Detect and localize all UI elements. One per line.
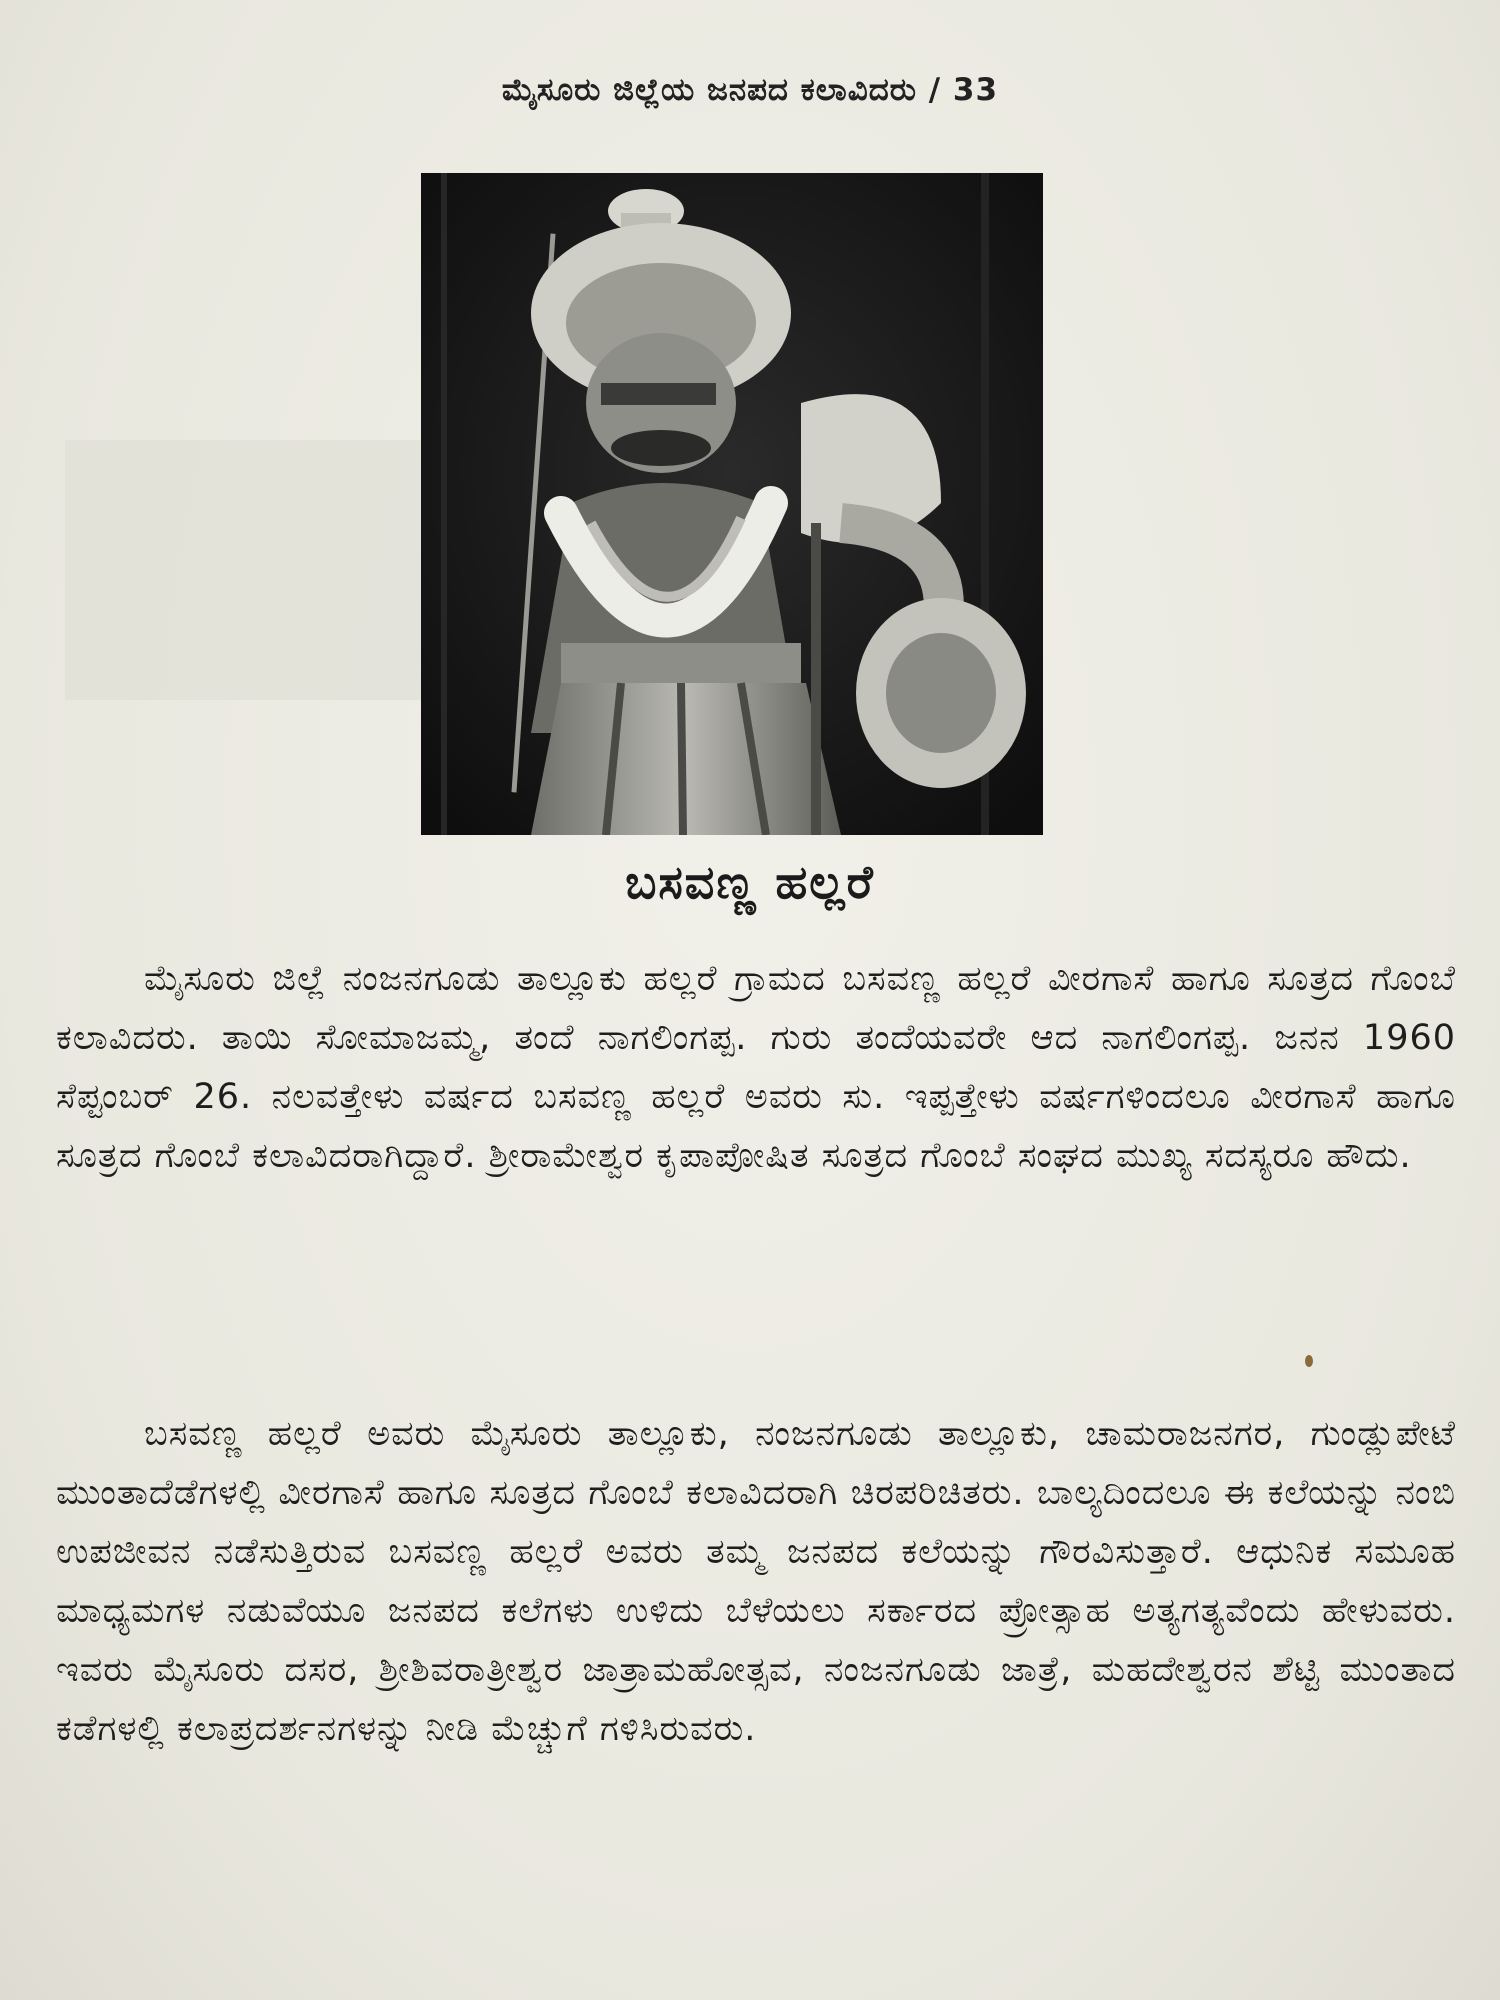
portrait-photo-icon [421, 173, 1043, 835]
paper-speck [1305, 1355, 1313, 1367]
body-paragraph [56, 950, 1456, 1186]
body-paragraph [56, 1405, 1456, 1759]
running-header: ಮೈಸೂರು ಜಿಲ್ಲೆಯ ಜನಪದ ಕಲಾವಿದರು / 33 [501, 72, 999, 108]
bleed-through-shadow [65, 440, 425, 700]
artist-portrait-photo [421, 173, 1043, 835]
paragraph-2: ಬಸವಣ್ಣ ಹಲ್ಲರೆ ಅವರು ಮೈಸೂರು ತಾಲ್ಲೂಕು, ನಂಜನಗೂಡು ತಾಲ್ಲೂಕು, ಚಾಮರಾಜನಗರ, ಗುಂಡ್ಲುಪೇಟೆ ಮುಂತಾದೆಡೆಗಳಲ್ಲಿ ವೀರಗಾಸೆ ಹಾಗೂ ಸೂತ್ರದ ಗೊಂಬೆ ಕಲಾವಿದರಾಗಿ ಚಿರಪರಿಚಿತರು. ಬಾಲ್ಯದಿಂದಲೂ ಈ ಕಲೆಯನ್ನು ನಂಬಿ ಉಪಜೀವನ ನಡೆಸುತ್ತಿರುವ ಬಸವಣ್ಣ ಹಲ್ಲರೆ ಅವರು ತಮ್ಮ ಜನಪದ ಕಲೆಯನ್ನು ಗೌರವಿಸುತ್ತಾರೆ. ಆಧುನಿಕ ಸಮೂಹ ಮಾಧ್ಯಮಗಳ ನಡುವೆಯೂ ಜನಪದ ಕಲೆಗಳು ಉಳಿದು ಬೆಳೆಯಲು ಸರ್ಕಾರದ ಪ್ರೋತ್ಸಾಹ ಅತ್ಯಗತ್ಯವೆಂದು ಹೇಳುವರು. ಇವರು ಮೈಸೂರು ದಸರ, ಶ್ರೀಶಿವರಾತ್ರೀಶ್ವರ ಜಾತ್ರಾಮಹೋತ್ಸವ, ನಂಜನಗೂಡು ಜಾತ್ರೆ, ಮಹದೇಶ್ವರನ ಶೆಟ್ಟಿ ಮುಂತಾದ ಕಡೆಗಳಲ್ಲಿ ಕಲಾಪ್ರದರ್ಶನಗಳನ್ನು ನೀಡಿ ಮೆಚ್ಚುಗೆ ಗಳಿಸಿರುವರು. [56, 1414, 1456, 1749]
paragraph-1: ಮೈಸೂರು ಜಿಲ್ಲೆ ನಂಜನಗೂಡು ತಾಲ್ಲೂಕು ಹಲ್ಲರೆ ಗ್ರಾಮದ ಬಸವಣ್ಣ ಹಲ್ಲರೆ ವೀರಗಾಸೆ ಹಾಗೂ ಸೂತ್ರದ ಗೊಂಬೆ ಕಲಾವಿದರು. ತಾಯಿ ಸೋಮಾಜಮ್ಮ, ತಂದೆ ನಾಗಲಿಂಗಪ್ಪ. ಗುರು ತಂದೆಯವರೇ ಆದ ನಾಗಲಿಂಗಪ್ಪ. ಜನನ 1960 ಸೆಪ್ಟಂಬರ್ 26. ನಲವತ್ತೇಳು ವರ್ಷದ ಬಸವಣ್ಣ ಹಲ್ಲರೆ ಅವರು ಸು. ಇಪ್ಪತ್ತೇಳು ವರ್ಷಗಳಿಂದಲೂ ವೀರಗಾಸೆ ಹಾಗೂ ಸೂತ್ರದ ಗೊಂಬೆ ಕಲಾವಿದರಾಗಿದ್ದಾರೆ. ಶ್ರೀರಾಮೇಶ್ವರ ಕೃಪಾಪೋಷಿತ ಸೂತ್ರದ ಗೊಂಬೆ ಸಂಘದ ಮುಖ್ಯ ಸದಸ್ಯರೂ ಹೌದು. [56, 959, 1456, 1176]
article-title: ಬಸವಣ್ಣ ಹಲ್ಲರೆ [625, 855, 875, 909]
